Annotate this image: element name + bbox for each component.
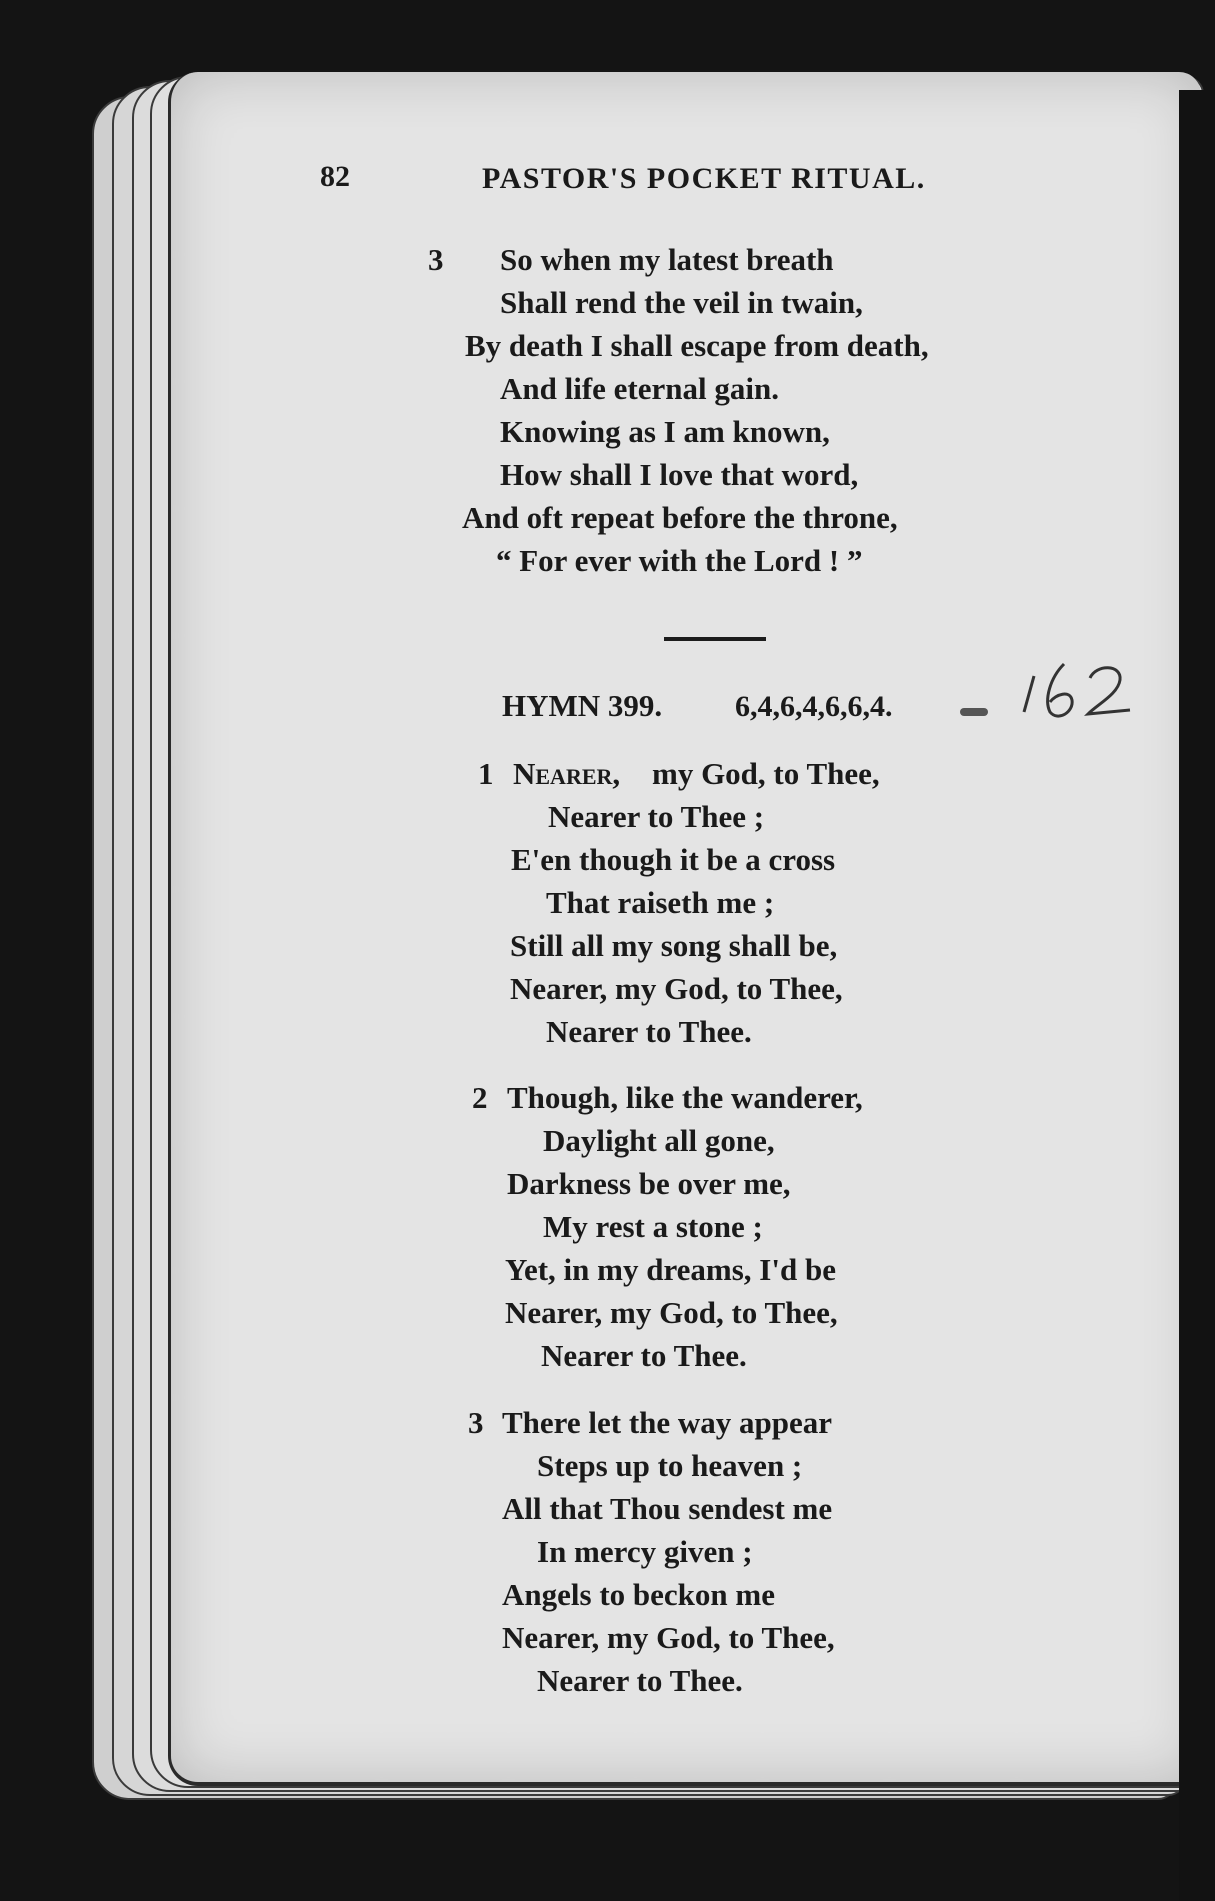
verse-line: Angels to beckon me bbox=[502, 1577, 775, 1612]
verse-line: Knowing as I am known, bbox=[500, 414, 830, 449]
running-title: PASTOR'S POCKET RITUAL. bbox=[482, 162, 926, 195]
verse-line: E'en though it be a cross bbox=[511, 842, 836, 877]
verse-line: So when my latest breath bbox=[500, 242, 834, 277]
verse-line: Daylight all gone, bbox=[543, 1123, 775, 1158]
verse-line: Nearer to Thee ; bbox=[548, 799, 765, 834]
verse-line: By death I shall escape from death, bbox=[465, 328, 929, 363]
verse-line: “ For ever with the Lord ! ” bbox=[496, 543, 863, 578]
ink-mark bbox=[960, 708, 988, 716]
verse-line: All that Thou sendest me bbox=[502, 1491, 833, 1526]
verse-line: Still all my song shall be, bbox=[510, 928, 838, 963]
handwritten-annotation bbox=[1012, 650, 1152, 730]
page-header bbox=[0, 160, 1215, 210]
verse-line: Nearer, my God, to Thee, bbox=[502, 1620, 835, 1655]
verse-line: Steps up to heaven ; bbox=[537, 1448, 803, 1483]
facing-page-shadow bbox=[1179, 90, 1215, 1901]
verse-line: Though, like the wanderer, bbox=[507, 1080, 863, 1115]
verse-line: My rest a stone ; bbox=[543, 1209, 763, 1244]
verse-line: Yet, in my dreams, I'd be bbox=[505, 1252, 836, 1287]
hymn-title: HYMN 399. bbox=[502, 688, 663, 723]
verse-line: There let the way appear bbox=[502, 1405, 833, 1440]
verse-line: Darkness be over me, bbox=[507, 1166, 791, 1201]
verse-line: Nearer to Thee. bbox=[546, 1014, 752, 1049]
verse-line: Nearer, my God, to Thee, bbox=[510, 971, 843, 1006]
verse-line: Nearer to Thee. bbox=[537, 1663, 743, 1698]
verse-line: That raiseth me ; bbox=[546, 885, 775, 920]
verse-number: 3 bbox=[428, 242, 444, 277]
verse-line: Shall rend the veil in twain, bbox=[500, 285, 863, 320]
verse-number: 3 bbox=[468, 1405, 484, 1440]
verse-line: And oft repeat before the throne, bbox=[462, 500, 898, 535]
hymn-meter: 6,4,6,4,6,6,4. bbox=[735, 690, 893, 723]
verse-line: In mercy given ; bbox=[537, 1534, 753, 1569]
verse-line: Nearer, my God, to Thee, bbox=[505, 1295, 838, 1330]
verse-number: 2 bbox=[472, 1080, 488, 1115]
verse-first-word: Nearer, bbox=[513, 756, 621, 791]
verse-number: 1 bbox=[478, 756, 494, 791]
verse-line: Nearer to Thee. bbox=[541, 1338, 747, 1373]
page-number: 82 bbox=[320, 160, 350, 193]
verse-line: And life eternal gain. bbox=[500, 371, 779, 406]
verse-line: my God, to Thee, bbox=[652, 756, 880, 791]
section-divider bbox=[664, 637, 766, 641]
verse-line: How shall I love that word, bbox=[500, 457, 859, 492]
